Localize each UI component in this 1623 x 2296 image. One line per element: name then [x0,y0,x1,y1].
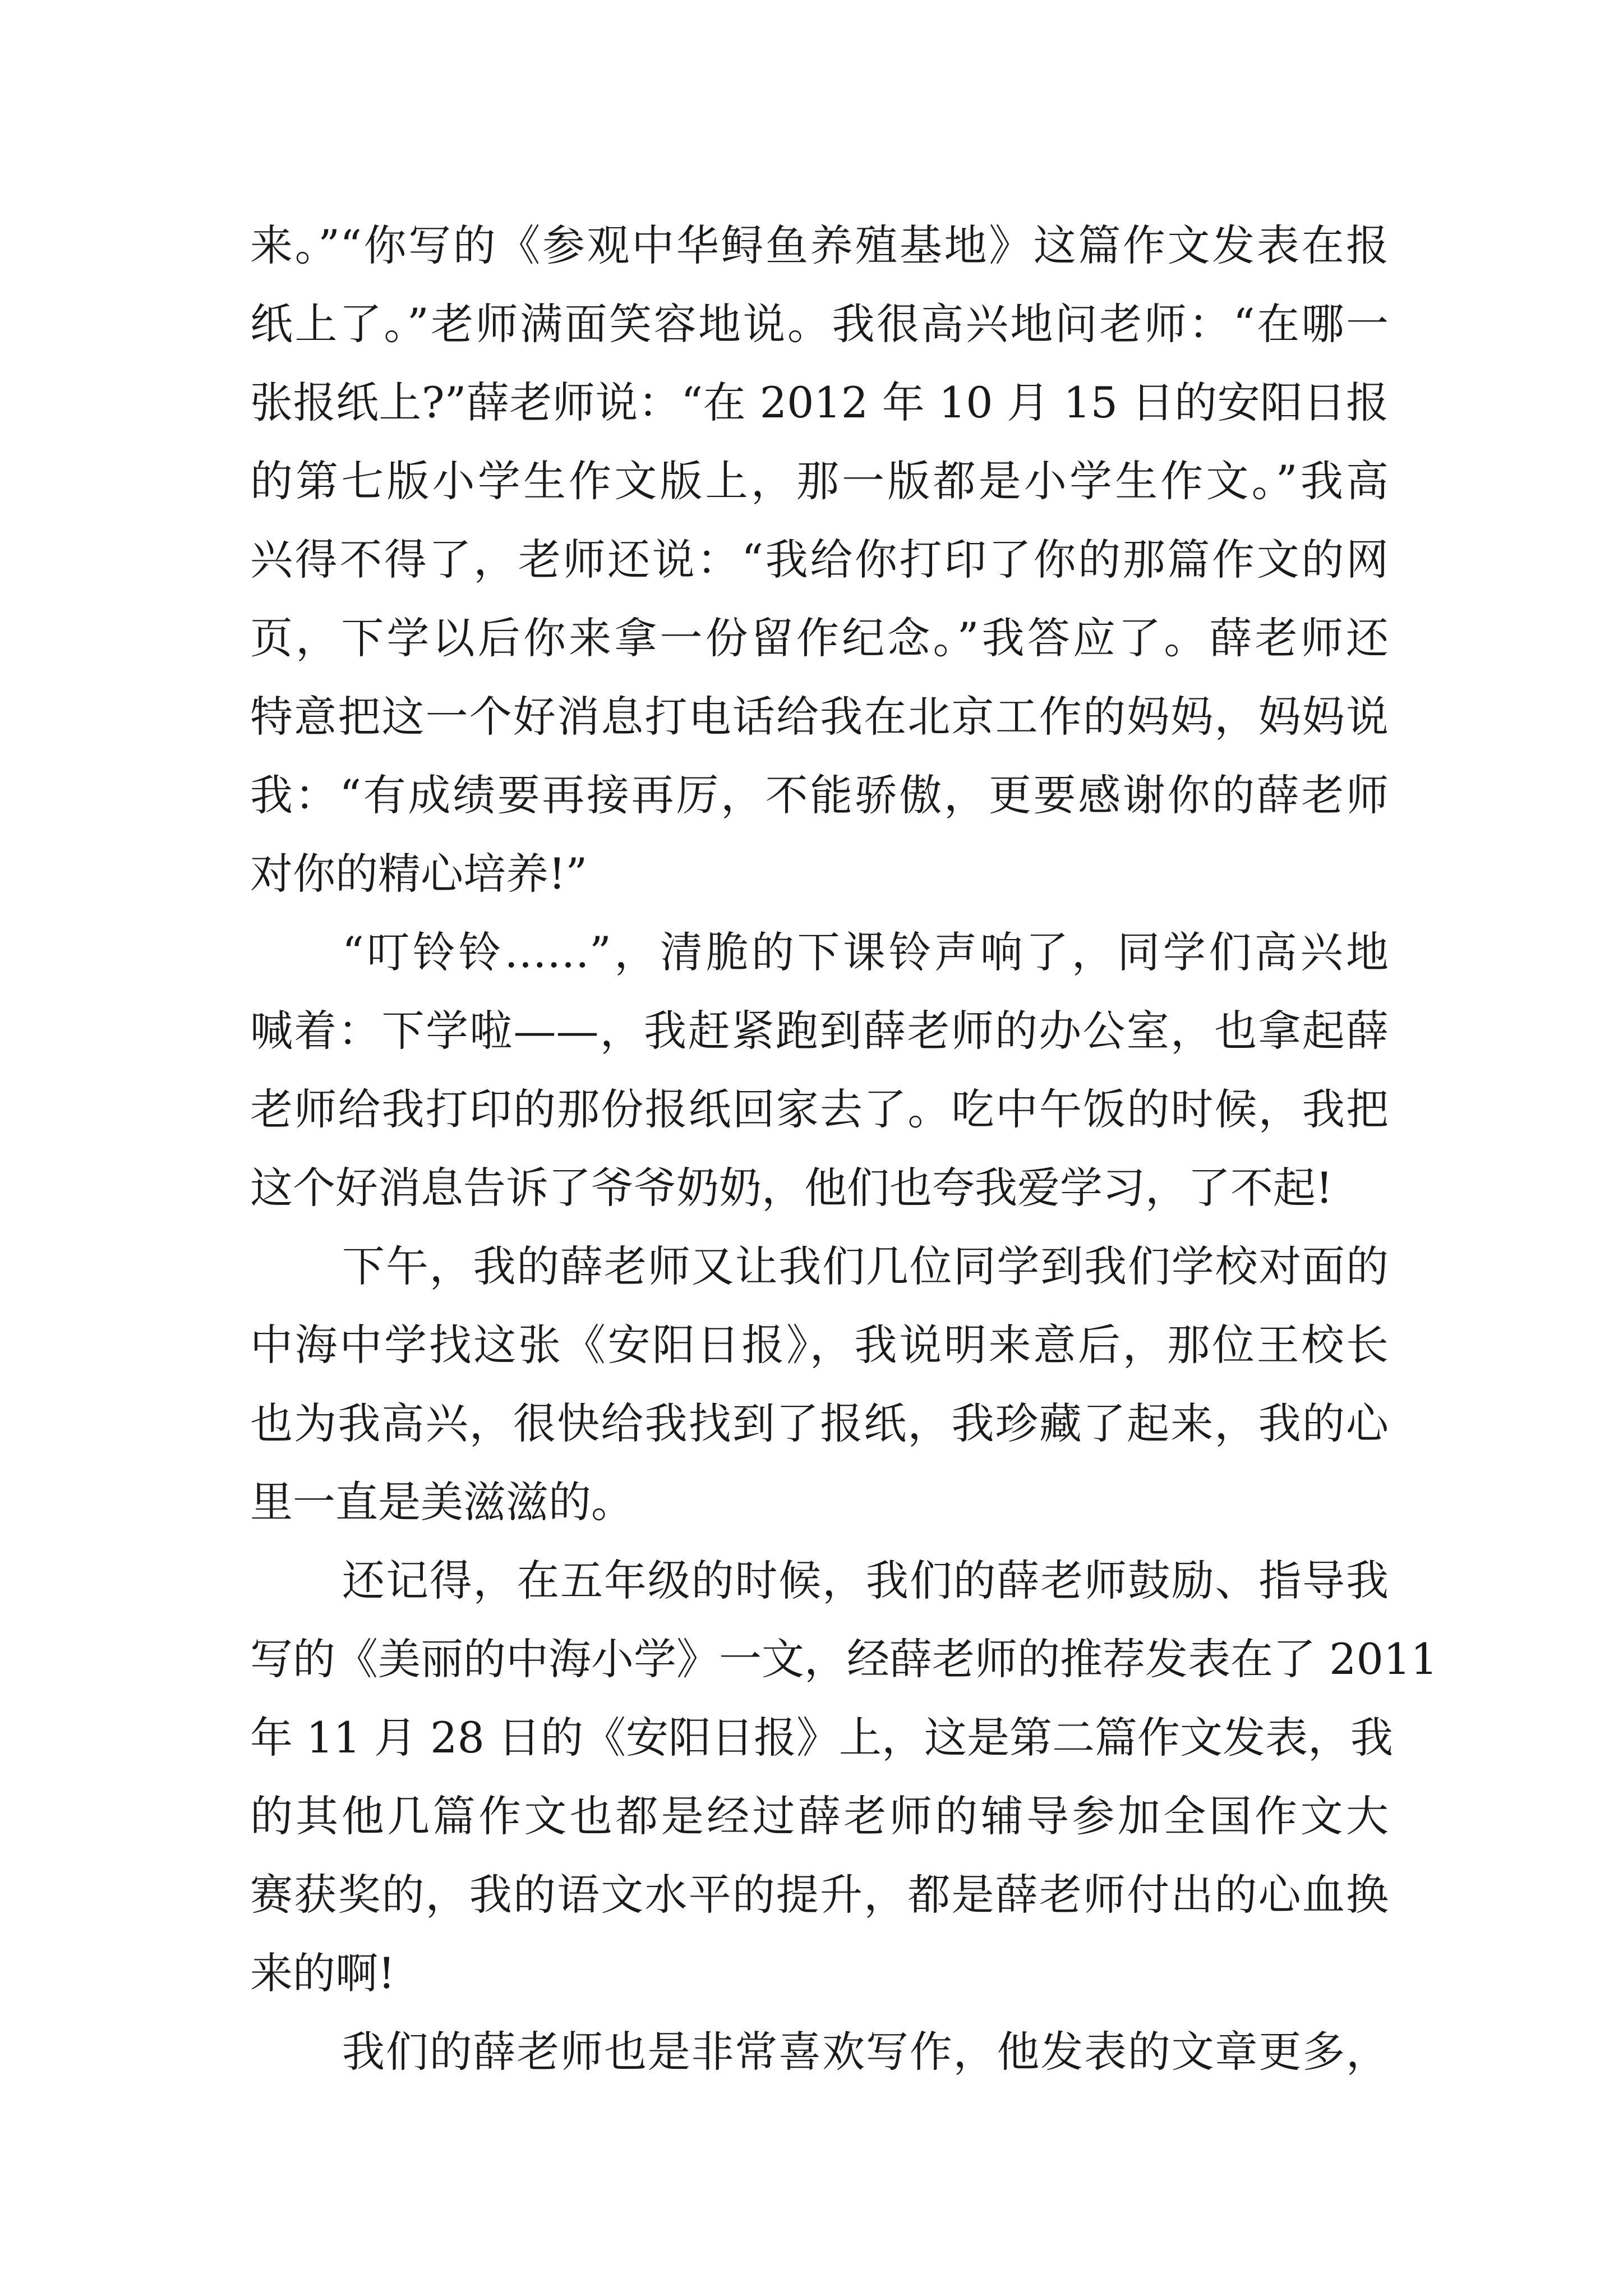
paragraph-start-line: 下午，我的薛老师又让我们几位同学到我们学校对面的 [342,1241,1389,1291]
text-line: 老师给我打印的那份报纸回家去了。吃中午饭的时候，我把 [250,1084,1389,1134]
paragraph-start-line: 我们的薛老师也是非常喜欢写作，他发表的文章更多， [342,2027,1389,2077]
text-line: 中海中学找这张《安阳日报》，我说明来意后，那位王校长 [250,1320,1389,1370]
text-line: 来的啊! [250,1948,395,1998]
text-line: 兴得不得了，老师还说：“我给你打印了你的那篇作文的网 [250,535,1389,585]
text-line: 来。”“你写的《参观中华鲟鱼养殖基地》这篇作文发表在报 [250,220,1389,270]
text-line: 特意把这一个好消息打电话给我在北京工作的妈妈，妈妈说 [250,692,1389,742]
text-line: 写的《美丽的中海小学》一文，经薛老师的推荐发表在了 2011 [250,1634,1438,1684]
text-line: 张报纸上?”薛老师说：“在 2012 年 10 月 15 日的安阳日报 [250,378,1389,427]
text-line: 赛获奖的，我的语文水平的提升，都是薛老师付出的心血换 [250,1870,1389,1920]
text-line: 的第七版小学生作文版上，那一版都是小学生作文。”我高 [250,456,1389,506]
paragraph-start-line: 还记得，在五年级的时候，我们的薛老师鼓励、指导我 [342,1556,1389,1605]
text-line: 页，下学以后你来拿一份留作纪念。”我答应了。薛老师还 [250,613,1389,663]
text-line: 里一直是美滋滋的。 [250,1477,634,1527]
text-line: 也为我高兴，很快给我找到了报纸，我珍藏了起来，我的心 [250,1398,1389,1448]
text-line: 这个好消息告诉了爷爷奶奶，他们也夸我爱学习，了不起! [250,1163,1333,1213]
text-line: 的其他几篇作文也都是经过薛老师的辅导参加全国作文大 [250,1791,1389,1841]
text-line: 对你的精心培养!” [250,849,588,899]
body-text [250,206,1438,2091]
text-line: 喊着：下学啦——，我赶紧跑到薛老师的办公室，也拿起薛 [250,1006,1389,1056]
text-line: 纸上了。”老师满面笑容地说。我很高兴地问老师：“在哪一 [250,299,1389,349]
text-line: 年 11 月 28 日的《安阳日报》上，这是第二篇作文发表，我 [250,1713,1394,1763]
text-line: 我：“有成绩要再接再厉，不能骄傲，更要感谢你的薛老师 [250,770,1389,820]
paragraph-start-line: “叮铃铃……”，清脆的下课铃声响了，同学们高兴地 [342,927,1389,977]
